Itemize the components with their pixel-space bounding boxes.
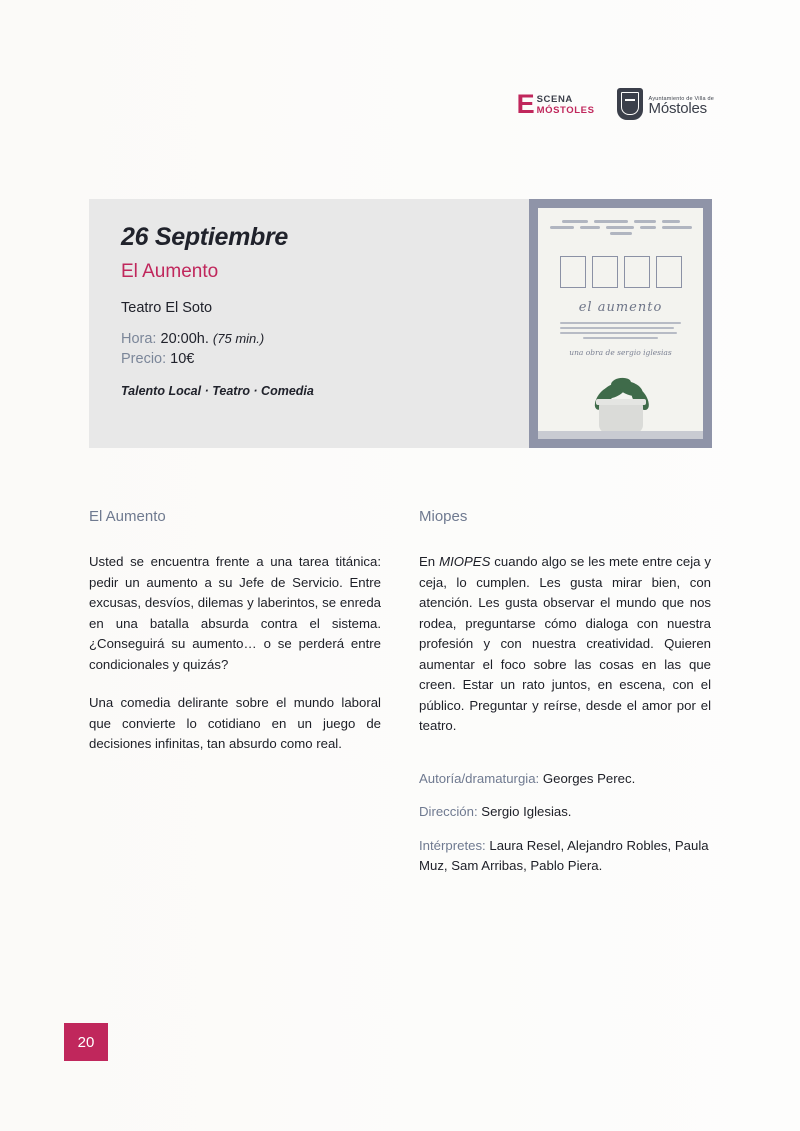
event-details [121, 223, 511, 398]
left-column-paragraph-1: Usted se encuentra frente a una tarea titánica: pedir un aumento a su Jefe de Servicio. Entre excusas, desvíos, dilemas y laberintos, se enreda en una batalla absurda contra el sistema. ¿Conseguirá su aumento… o se perderá entre condicionales y quizás? [89, 554, 381, 672]
event-time-label: Hora: [121, 331, 157, 347]
credit-row-cast [419, 836, 711, 877]
credit-row-direction [419, 802, 711, 823]
escena-logo-line2: MÓSTOLES [536, 104, 595, 116]
event-price-label: Precio: [121, 351, 167, 367]
poster-credit: una obra de sergio iglesias [569, 348, 672, 357]
right-column-heading: Miopes [419, 508, 468, 525]
escena-mostoles-logo [516, 88, 595, 119]
left-column-paragraph-2: Una comedia delirante sobre el mundo laboral que convierte lo cotidiano en un juego de decisiones infinitas, tan absurdo como real. [89, 695, 381, 751]
event-date: 26 Septiembre [121, 223, 289, 251]
company-name-emphasis: MIOPES [439, 554, 491, 569]
event-card [89, 199, 712, 448]
page-number-badge: 20 [64, 1023, 108, 1061]
credit-value-cast: Laura Resel, Alejandro Robles, Paula Muz, Sam Arribas, Pablo Piera. [419, 837, 709, 873]
credit-label-authorship: Autoría/dramaturgia: [419, 770, 540, 786]
right-column-paragraph [419, 552, 711, 737]
event-tags: Talento Local · Teatro · Comedia [121, 384, 314, 398]
escena-logo-initial: E [516, 88, 534, 119]
poster-plant-graphic [538, 353, 703, 439]
event-poster-image [529, 199, 712, 448]
shield-icon [617, 88, 643, 120]
credit-value-direction: Sergio Iglesias. [477, 804, 572, 819]
event-venue: Teatro El Soto [121, 300, 213, 316]
credit-label-cast: Intérpretes: [419, 837, 486, 853]
escena-logo-line1: SCENA [536, 93, 573, 105]
column-el-aumento [89, 508, 381, 890]
column-miopes [419, 508, 711, 890]
poster-subtext-lines [560, 322, 681, 342]
poster-handwriting-top [548, 220, 693, 235]
event-duration: (75 min.) [212, 331, 265, 346]
credits-block [419, 769, 711, 877]
credit-row-authorship [419, 769, 711, 790]
poster-caption: el aumento [578, 300, 663, 315]
poster-frames-graphic [538, 256, 703, 288]
left-column-heading: El Aumento [89, 508, 166, 525]
event-time-value: 20:00h. [160, 331, 209, 347]
company-paragraph-prefix: En [419, 554, 440, 569]
ayuntamiento-mostoles-logo [617, 88, 714, 120]
ayto-logo-name: Móstoles [648, 100, 707, 117]
header-logos [517, 88, 714, 120]
company-paragraph-rest: cuando algo se les mete entre ceja y ceja, lo cumplen. Les gusta mirar bien, con atención. Les gusta observar el mundo que nos rodea, preguntarse cómo dialoga con nuestra profesión y con nuestra creatividad. Quieren aumentar el foco sobre las cosas en las que creen. Estar un rato juntos, en escena, con el público. Preguntar y reírse, desde el amor por el teatro. [419, 554, 711, 733]
event-price-value: 10€ [170, 351, 195, 367]
content-columns [89, 508, 712, 890]
credit-value-authorship: Georges Perec. [539, 770, 636, 786]
event-time-row [121, 331, 511, 347]
ayto-logo-small-text: Ayuntamiento de Villa de [648, 96, 714, 102]
credit-label-direction: Dirección: [419, 804, 478, 819]
event-price-row [121, 351, 511, 367]
event-title: El Aumento [121, 261, 219, 282]
